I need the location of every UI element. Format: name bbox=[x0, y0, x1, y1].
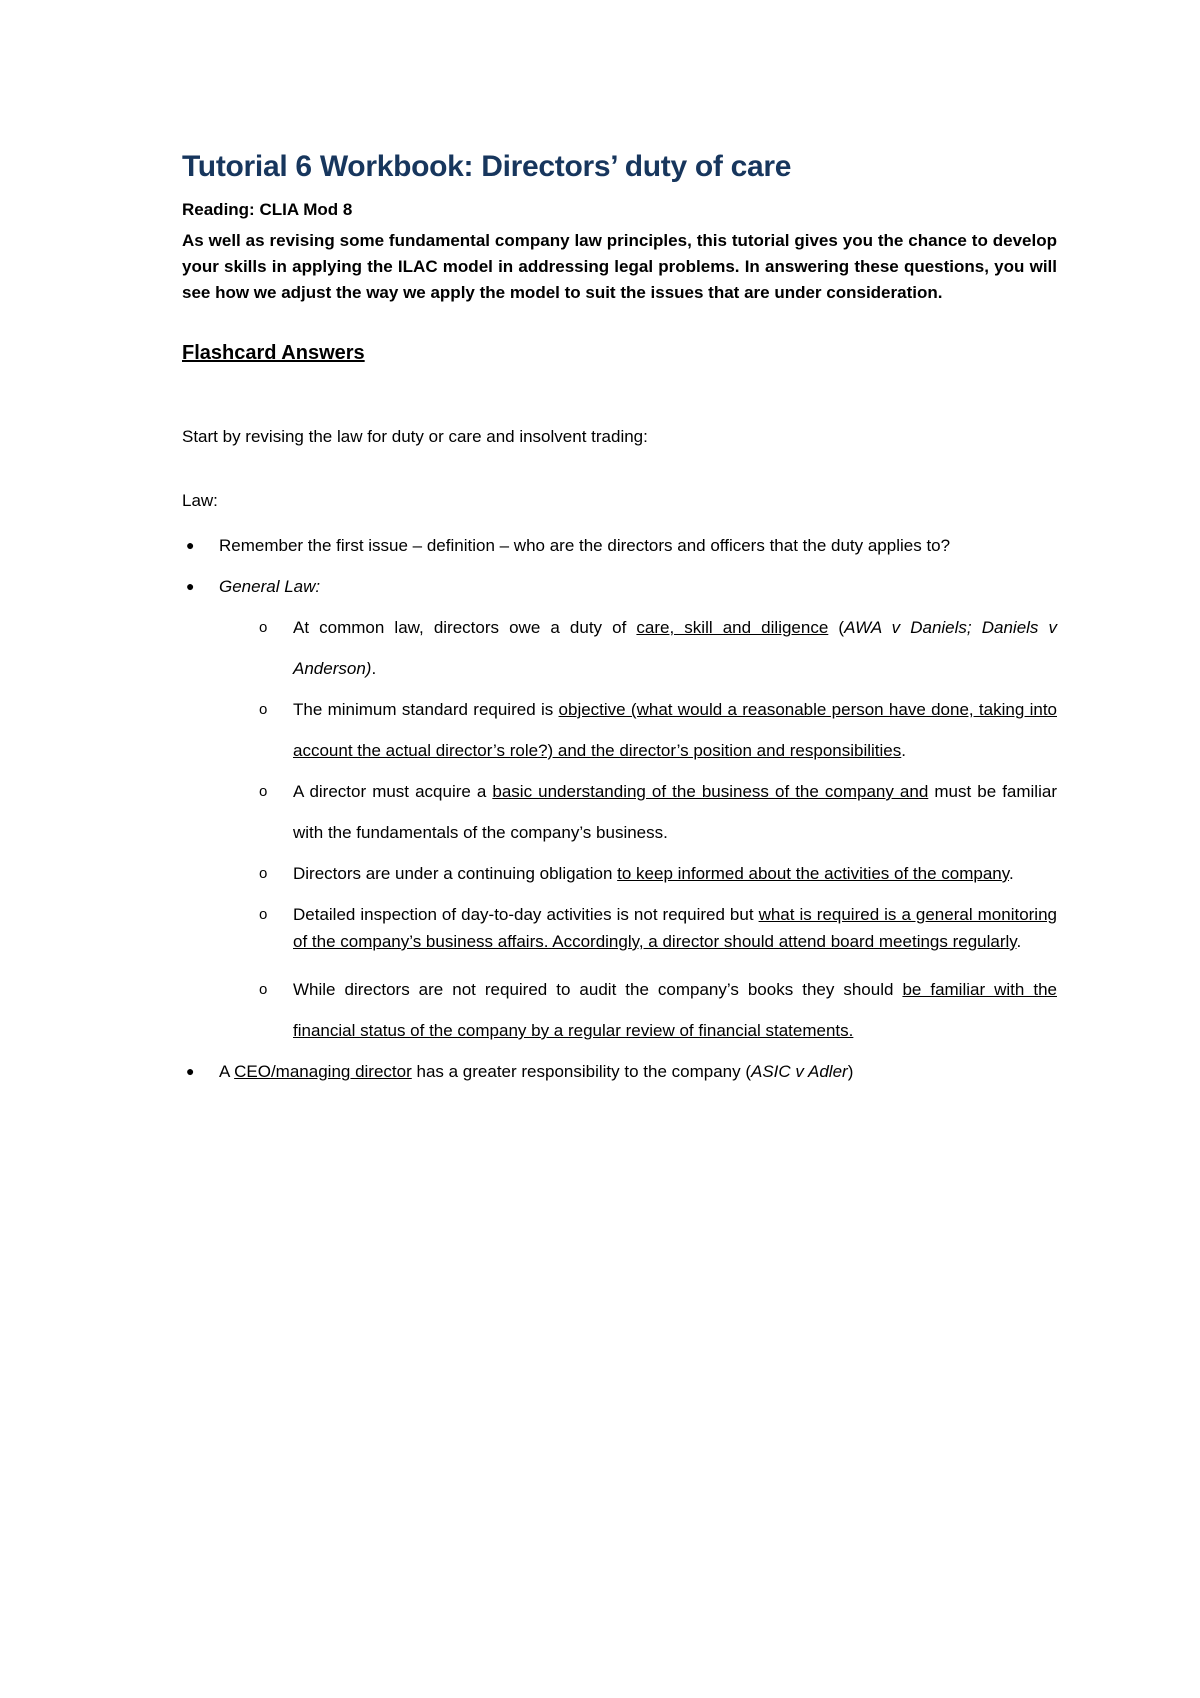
ceo-case: ASIC v Adler bbox=[751, 1062, 848, 1081]
common-law-text-a: At common law, directors owe a duty of bbox=[293, 618, 637, 637]
sub-bullet-icon: o bbox=[259, 783, 268, 800]
list-item-general-law bbox=[182, 566, 1057, 1051]
sub-item-monitoring bbox=[182, 894, 1057, 969]
law-label: Law: bbox=[182, 491, 218, 510]
informed-text-b: to keep informed about the activities of the company bbox=[617, 864, 1009, 883]
sub-item-informed bbox=[182, 853, 1057, 894]
list-item-ceo bbox=[182, 1051, 1057, 1092]
understanding-text-a: A director must acquire a bbox=[293, 782, 493, 801]
monitoring-text-b: what is required is a general monitoring of the company’s business affairs. Accordingly, a director should attend board meetings regularly bbox=[293, 905, 1057, 951]
standard-text-b: objective (what would a reasonable person have done, taking into account the actual director’s role?) and the director’s position and responsibilities bbox=[293, 700, 1057, 760]
bullet-icon: ● bbox=[186, 1063, 195, 1079]
sub-item-standard bbox=[182, 689, 1057, 771]
sub-item-audit bbox=[182, 969, 1057, 1051]
intro-paragraph: As well as revising some fundamental company law principles, this tutorial gives you the chance to develop your skills in applying the ILAC model in addressing legal problems. In answering these questions, you will see how we adjust the way we apply the model to suit the issues that are under consideration. bbox=[182, 231, 1057, 302]
law-list bbox=[182, 525, 1057, 1092]
sub-bullet-icon: o bbox=[259, 906, 268, 923]
audit-text-a: While directors are not required to audit the company’s books they should bbox=[293, 980, 903, 999]
list-item-definition bbox=[182, 525, 1057, 566]
sub-item-understanding bbox=[182, 771, 1057, 853]
common-law-text-b: care, skill and diligence bbox=[636, 618, 829, 637]
understanding-text-c: must be familiar with the fundamentals of the company’s business. bbox=[293, 782, 1057, 842]
general-law-sublist bbox=[219, 607, 1057, 1051]
bullet-icon: ● bbox=[186, 578, 195, 594]
understanding-text-b: basic understanding of the business of the company and bbox=[492, 782, 929, 801]
sub-bullet-icon: o bbox=[259, 865, 268, 882]
section-heading: Flashcard Answers bbox=[182, 342, 365, 364]
monitoring-text-c: . bbox=[1016, 932, 1022, 951]
reading-line: Reading: CLIA Mod 8 bbox=[182, 200, 353, 219]
standard-text-c: . bbox=[901, 741, 906, 760]
audit-text-b: be familiar with the financial status of the company by a regular review of financial statements. bbox=[293, 980, 1057, 1040]
sub-item-common-law bbox=[182, 607, 1057, 689]
common-law-text-e: . bbox=[371, 659, 377, 678]
definition-text: Remember the first issue – definition – who are the directors and officers that the duty applies to? bbox=[219, 536, 951, 555]
sub-bullet-icon: o bbox=[259, 619, 268, 636]
sub-bullet-icon: o bbox=[259, 981, 268, 998]
document-title: Tutorial 6 Workbook: Directors’ duty of care bbox=[182, 150, 792, 183]
informed-text-a: Directors are under a continuing obligation bbox=[293, 864, 618, 883]
monitoring-text-a: Detailed inspection of day-to-day activities is not required but bbox=[293, 905, 759, 924]
lead-sentence: Start by revising the law for duty or care and insolvent trading: bbox=[182, 427, 648, 446]
informed-text-c: . bbox=[1009, 864, 1014, 883]
common-law-cases: AWA v Daniels; Daniels v Anderson) bbox=[293, 618, 1058, 678]
general-law-text: General Law: bbox=[219, 577, 321, 596]
document-content bbox=[182, 150, 1057, 1092]
standard-text-a: The minimum standard required is bbox=[293, 700, 559, 719]
common-law-text-c: ( bbox=[828, 618, 845, 637]
ceo-text-b: CEO/managing director bbox=[234, 1062, 412, 1081]
ceo-text-e: ) bbox=[847, 1062, 854, 1081]
ceo-text-c: has a greater responsibility to the company ( bbox=[411, 1062, 751, 1081]
sub-bullet-icon: o bbox=[259, 701, 268, 718]
bullet-icon: ● bbox=[186, 537, 195, 553]
ceo-text-a: A bbox=[219, 1062, 235, 1081]
